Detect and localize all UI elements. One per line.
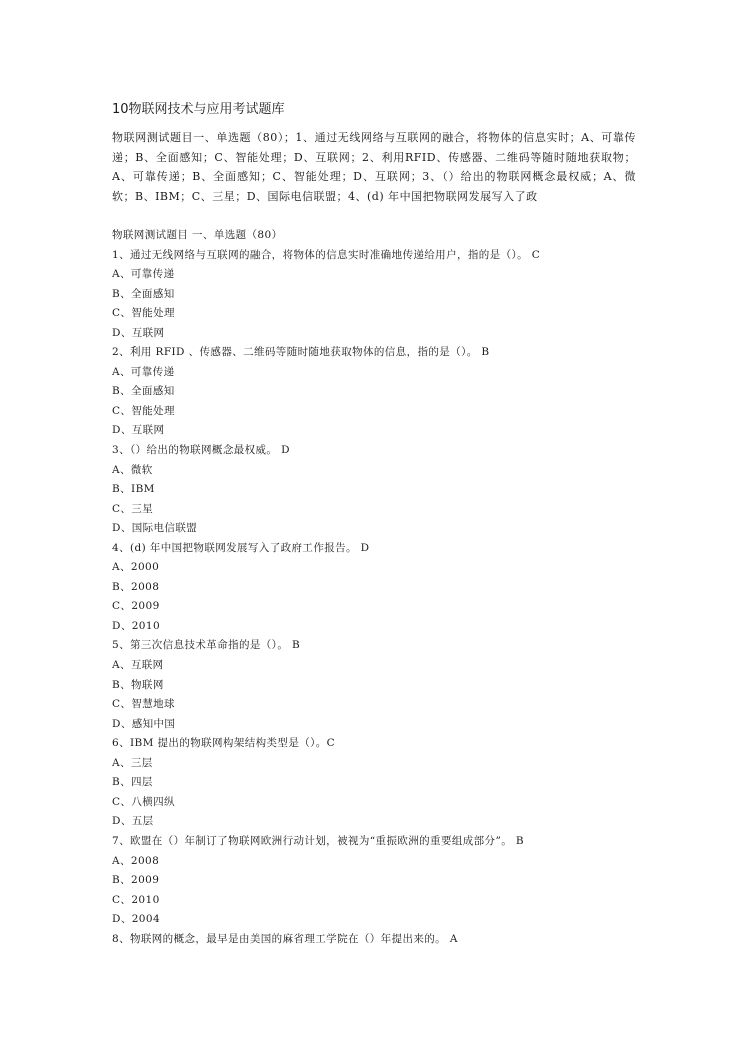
text-line: A、互联网 bbox=[112, 659, 164, 672]
text-line: C、智慧地球 bbox=[112, 698, 175, 711]
text-line: C、智能处理 bbox=[112, 307, 175, 320]
text-line: 物联网测试题目 一、单选题（80） bbox=[112, 229, 283, 241]
document-summary: 物联网测试题目一、单选题（80）；1、通过无线网络与互联网的融合，将物体的信息实时；A、可靠传递；B、全面感知；C、智能处理；D、互联网；2、利用RFID、传感器、二维码等随时随地获取物；A、可靠传递；B、全面感知；C、智能处理；D、互联网；3、（）给出的物联网概念最权威；A、微软；B、IBM；C、三星；D、国际电信联盟；4、(d) 年中国把物联网发展写入了政 bbox=[112, 131, 636, 203]
text-line: C、八横四纵 bbox=[112, 795, 175, 808]
text-line: 5、第三次信息技术革命指的是（）。 B bbox=[112, 639, 301, 652]
text-line: B、物联网 bbox=[112, 678, 164, 691]
text-line: C、2010 bbox=[112, 893, 160, 906]
question-list bbox=[112, 226, 640, 949]
text-line: D、互联网 bbox=[112, 326, 165, 339]
text-line: D、国际电信联盟 bbox=[112, 522, 198, 535]
text-line: B、四层 bbox=[112, 776, 153, 789]
text-line: 7、欧盟在（）年制订了物联网欧洲行动计划，被视为“重振欧洲的重要组成部分”。 B bbox=[112, 834, 524, 847]
document-title: 10物联网技术与应用考试题库 bbox=[112, 102, 285, 117]
text-line: A、2008 bbox=[112, 854, 160, 867]
text-line: 2、利用 RFID 、传感器、二维码等随时随地获取物体的信息，指的是（）。 B bbox=[112, 346, 490, 359]
text-line: C、智能处理 bbox=[112, 404, 175, 417]
text-line: D、2010 bbox=[112, 619, 161, 632]
text-line: 4、(d) 年中国把物联网发展写入了政府工作报告。 D bbox=[112, 541, 370, 554]
text-line: D、五层 bbox=[112, 815, 154, 828]
text-line: A、可靠传递 bbox=[112, 268, 175, 281]
text-line: D、2004 bbox=[112, 913, 161, 926]
text-line: A、微软 bbox=[112, 463, 153, 476]
text-line: B、2009 bbox=[112, 874, 160, 887]
text-line: A、可靠传递 bbox=[112, 365, 175, 378]
text-line: 3、（）给出的物联网概念最权威。 D bbox=[112, 444, 290, 457]
text-line: C、2009 bbox=[112, 600, 160, 613]
text-line: B、IBM bbox=[112, 483, 155, 496]
text-line: D、感知中国 bbox=[112, 717, 176, 730]
text-line: D、互联网 bbox=[112, 424, 165, 437]
text-line: B、全面感知 bbox=[112, 287, 175, 300]
text-line: A、2000 bbox=[112, 561, 160, 574]
text-line: B、2008 bbox=[112, 580, 160, 593]
text-line: A、三层 bbox=[112, 756, 153, 769]
text-line: 8、物联网的概念，最早是由美国的麻省理工学院在（）年提出来的。 A bbox=[112, 932, 458, 945]
text-line: 1、通过无线网络与互联网的融合，将物体的信息实时准确地传递给用户，指的是（）。 C bbox=[112, 248, 541, 261]
text-line: C、三星 bbox=[112, 502, 154, 515]
text-line: B、全面感知 bbox=[112, 385, 175, 398]
text-line: 6、IBM 提出的物联网构架结构类型是（）。C bbox=[112, 737, 336, 750]
